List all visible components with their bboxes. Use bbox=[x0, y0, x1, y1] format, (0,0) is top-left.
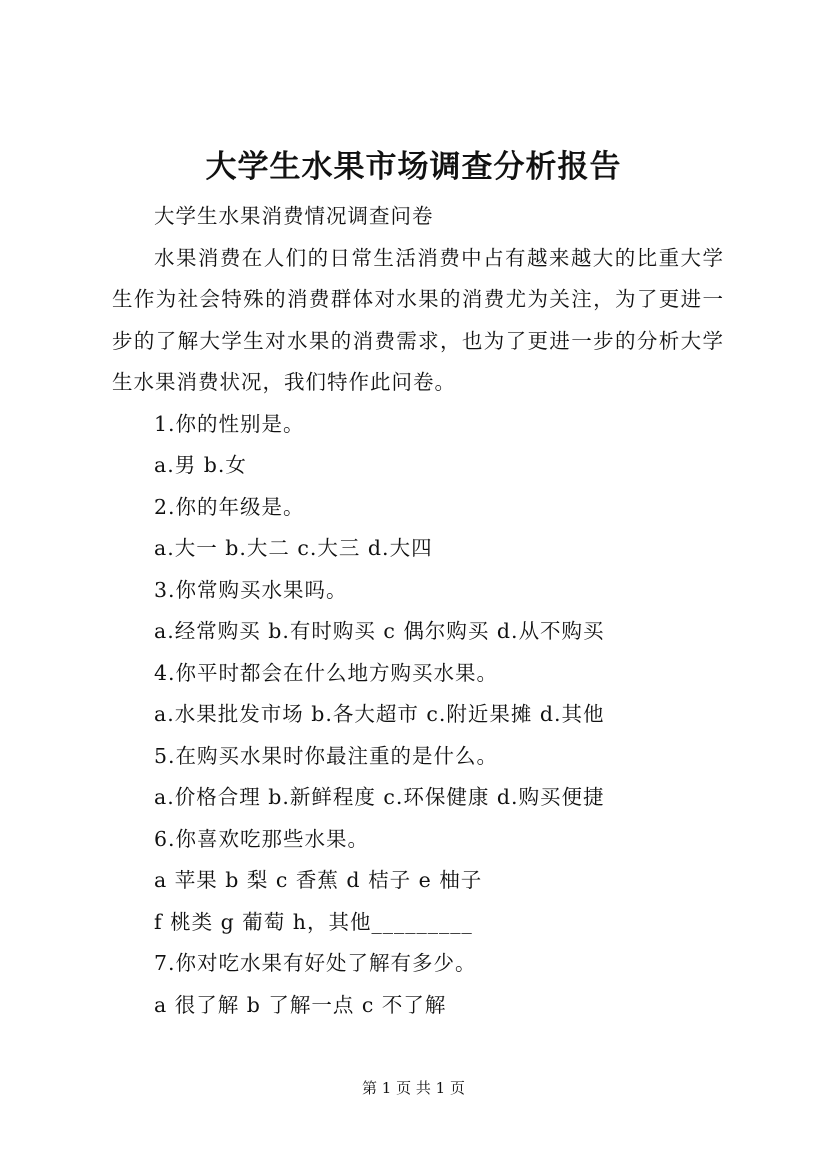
intro-paragraph: 水果消费在人们的日常生活消费中占有越来越大的比重大学生作为社会特殊的消费群体对水果的消费尤为关注，为了更进一步的了解大学生对水果的消费需求，也为了更进一步的分析大学生水果消费状况，我们特作此问卷。 bbox=[112, 245, 724, 394]
answer-options-line: a.大一 b.大二 c.大三 d.大四 bbox=[154, 536, 433, 560]
answer-options-line: a 苹果 b 梨 c 香蕉 d 桔子 e 柚子 bbox=[154, 868, 483, 892]
answer-options-line: a.水果批发市场 b.各大超市 c.附近果摊 d.其他 bbox=[154, 702, 605, 726]
question-line: 4.你平时都会在什么地方购买水果。 bbox=[154, 660, 499, 685]
answer-options-line: a 很了解 b 了解一点 c 不了解 bbox=[154, 992, 447, 1017]
questionnaire-heading: 大学生水果消费情况调查问卷 bbox=[154, 204, 434, 228]
document-title: 大学生水果市场调查分析报告 bbox=[205, 149, 622, 185]
page-number-footer: 第 1 页 共 1 页 bbox=[362, 1079, 465, 1097]
question-line: 3.你常购买水果吗。 bbox=[154, 577, 348, 602]
answer-options-line: a.男 b.女 bbox=[154, 453, 247, 477]
question-line: 1.你的性别是。 bbox=[154, 411, 305, 436]
question-line: 5.在购买水果时你最注重的是什么。 bbox=[154, 743, 499, 768]
answer-options-line: a.价格合理 b.新鲜程度 c.环保健康 d.购买便捷 bbox=[154, 785, 605, 809]
answer-options-line: a.经常购买 b.有时购买 c 偶尔购买 d.从不购买 bbox=[154, 619, 605, 643]
document-body bbox=[112, 196, 724, 1026]
question-line: 6.你喜欢吃那些水果。 bbox=[154, 826, 370, 851]
question-line: 7.你对吃水果有好处了解有多少。 bbox=[154, 951, 477, 975]
answer-options-line: f 桃类 g 葡萄 h，其他_________ bbox=[154, 909, 473, 934]
question-line: 2.你的年级是。 bbox=[154, 494, 305, 519]
